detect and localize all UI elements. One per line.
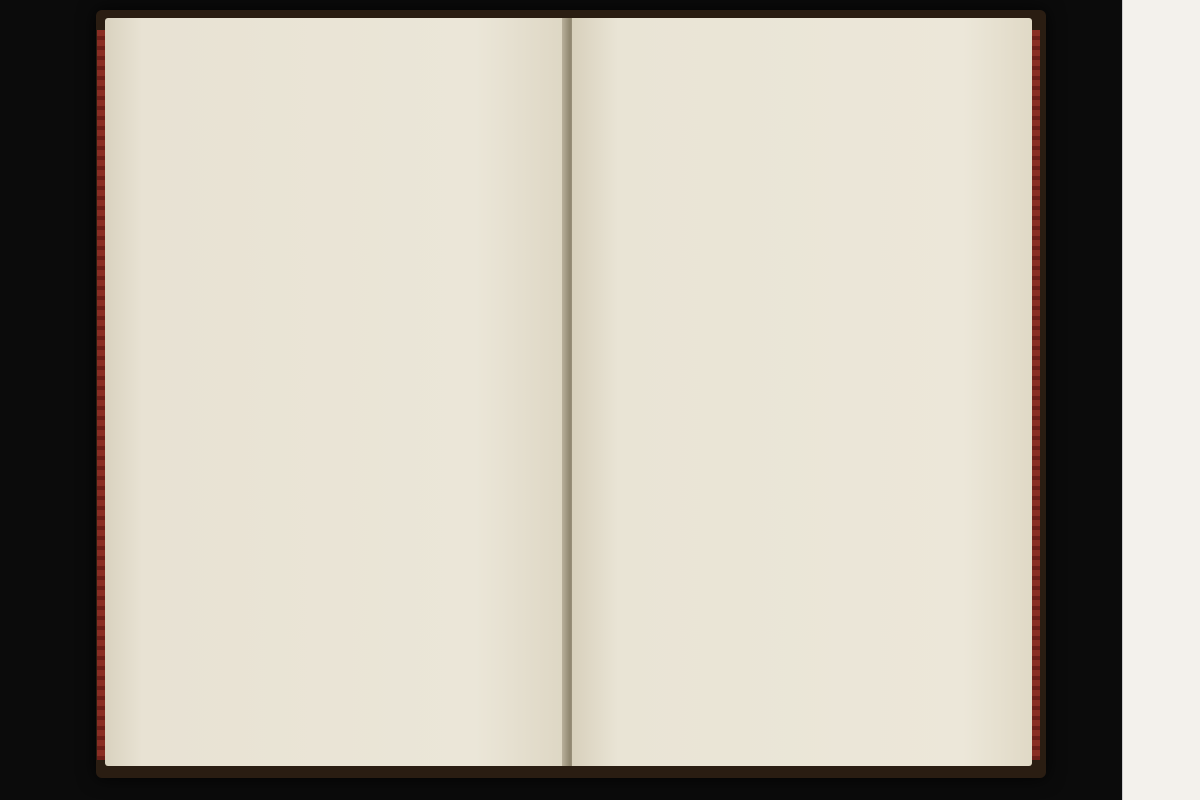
right-page-edge (1032, 30, 1040, 760)
right-page (572, 18, 1032, 766)
left-page-edge (97, 30, 105, 760)
measuring-ruler (1122, 0, 1200, 800)
left-page (105, 18, 568, 766)
